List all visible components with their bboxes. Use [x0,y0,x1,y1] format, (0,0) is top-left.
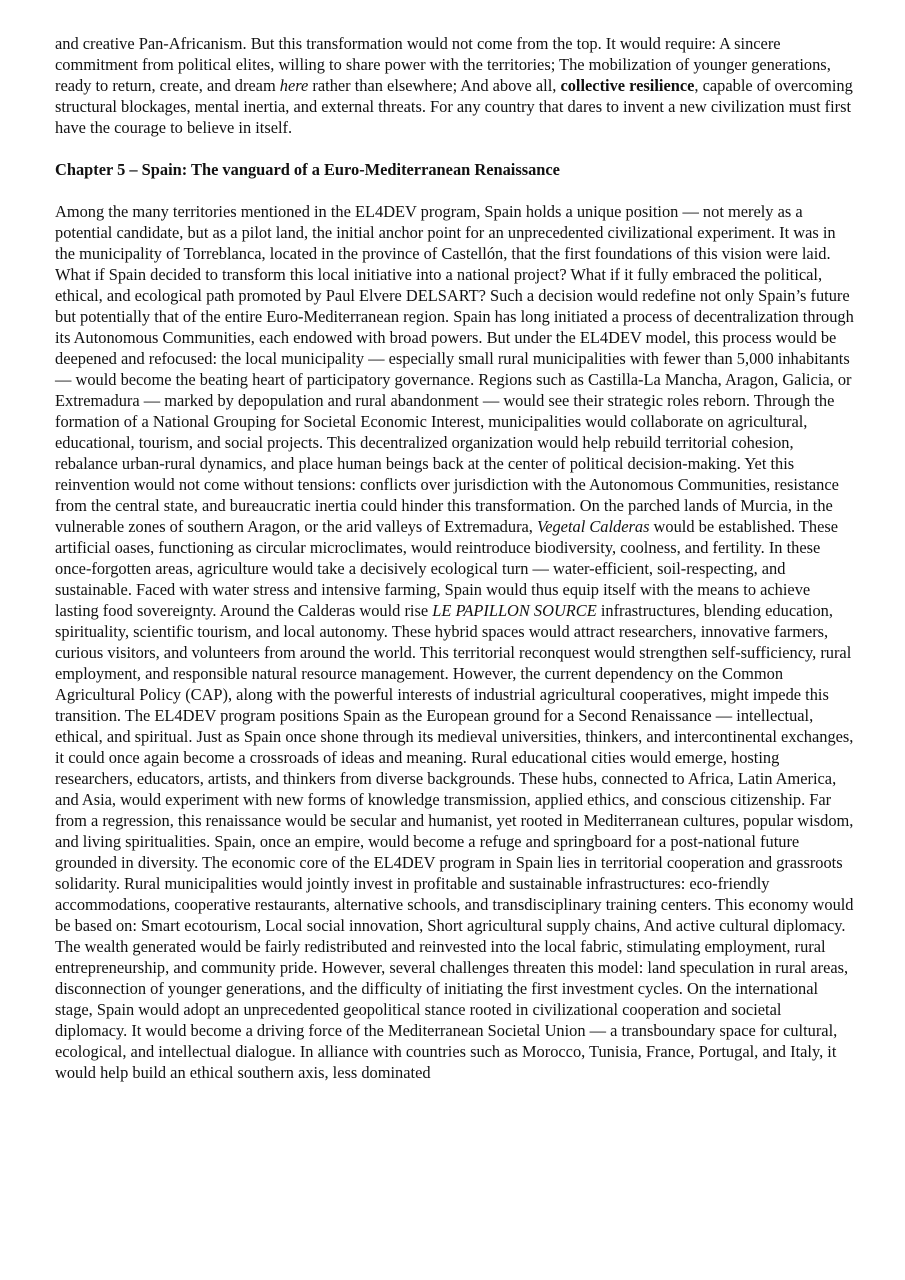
intro-text-3: , capable of overcoming structural blockages, mental inertia, and external threats. For any country that dares to invent a new civilization must first have the courage to believe in itself. [55,76,853,137]
intro-strong-collective-resilience: collective resilience [560,76,695,95]
chapter-body-paragraph [55,201,855,1083]
intro-paragraph [55,33,855,138]
body-emphasis-vegetal-calderas: Vegetal Calderas [537,517,650,536]
body-emphasis-le-papillon-source: LE PAPILLON SOURCE [432,601,597,620]
body-text-3: infrastructures, blending education, spirituality, scientific tourism, and local autonomy. These hybrid spaces would attract researchers, innovative farmers, curious visitors, and volunteers from around the world. This territorial reconquest would strengthen self-sufficiency, rural employment, and responsible natural resource management. However, the current dependency on the Common Agricultural Policy (CAP), along with the powerful interests of industrial agricultural cooperatives, might impede this transition. The EL4DEV program positions Spain as the European ground for a Second Renaissance — intellectual, ethical, and spiritual. Just as Spain once shone through its medieval universities, thinkers, and intercontinental exchanges, it could once again become a crossroads of ideas and meaning. Rural educational cities would emerge, hosting researchers, educators, artists, and thinkers from diverse backgrounds. These hubs, connected to Africa, Latin America, and Asia, would experiment with new forms of knowledge transmission, applied ethics, and conscious citizenship. Far from a regression, this renaissance would be secular and humanist, yet rooted in Mediterranean cultures, popular wisdom, and living spiritualities. Spain, once an empire, would become a refuge and springboard for a post-national future grounded in diversity. The economic core of the EL4DEV program in Spain lies in territorial cooperation and grassroots solidarity. Rural municipalities would jointly invest in profitable and sustainable infrastructures: eco-friendly accommodations, cooperative restaurants, alternative schools, and transdisciplinary training centers. This economy would be based on: Smart ecotourism, Local social innovation, Short agricultural supply chains, And active cultural diplomacy. The wealth generated would be fairly redistributed and reinvested into the local fabric, stimulating employment, rural entrepreneurship, and community pride. However, several challenges threaten this model: land speculation in rural areas, disconnection of younger generations, and the difficulty of initiating the first investment cycles. On the international stage, Spain would adopt an unprecedented geopolitical stance rooted in civilizational cooperation and societal diplomacy. It would become a driving force of the Mediterranean Societal Union — a transboundary space for cultural, ecological, and intellectual dialogue. In alliance with countries such as Morocco, Tunisia, France, Portugal, and Italy, it would help build an ethical southern axis, less dominated [55,601,854,1082]
body-text-1: Among the many territories mentioned in the EL4DEV program, Spain holds a unique position — not merely as a potential candidate, but as a pilot land, the initial anchor point for an unprecedented civilizational experiment. It was in the municipality of Torreblanca, located in the province of Castellón, that the first foundations of this vision were laid. What if Spain decided to transform this local initiative into a national project? What if it fully embraced the political, ethical, and ecological path promoted by Paul Elvere DELSART? Such a decision would redefine not only Spain’s future but potentially that of the entire Euro-Mediterranean region. Spain has long initiated a process of decentralization through its Autonomous Communities, each endowed with broad powers. But under the EL4DEV model, this process would be deepened and refocused: the local municipality — especially small rural municipalities with fewer than 5,000 inhabitants — would become the beating heart of participatory governance. Regions such as Castilla-La Mancha, Aragon, Galicia, or Extremadura — marked by depopulation and rural abandonment — would see their strategic roles reborn. Through the formation of a National Grouping for Societal Economic Interest, municipalities would collaborate on agricultural, educational, tourism, and social projects. This decentralized organization would help rebuild territorial cohesion, rebalance urban-rural dynamics, and place human beings back at the center of political decision-making. Yet this reinvention would not come without tensions: conflicts over jurisdiction with the Autonomous Communities, resistance from the central state, and bureaucratic inertia could hinder this transformation. On the parched lands of Murcia, in the vulnerable zones of southern Aragon, or the arid valleys of Extremadura, [55,202,854,536]
body-text-2: would be established. These artificial oases, functioning as circular microclimates, would reintroduce biodiversity, coolness, and fertility. In these once-forgotten areas, agriculture would take a decisively ecological turn — water-efficient, soil-respecting, and sustainable. Faced with water stress and intensive farming, Spain would thus equip itself with the means to achieve lasting food sovereignty. Around the Calderas would rise [55,517,839,620]
intro-text-1: and creative Pan-Africanism. But this transformation would not come from the top. It would require: A sincere commitment from political elites, willing to share power with the territories; The mobilization of younger generations, ready to return, create, and dream [55,34,831,95]
intro-text-2: rather than elsewhere; And above all, [308,76,561,95]
intro-emphasis-here: here [279,76,309,95]
chapter-heading: Chapter 5 – Spain: The vanguard of a Euro-Mediterranean Renaissance [55,160,560,179]
document-page [55,33,855,1083]
